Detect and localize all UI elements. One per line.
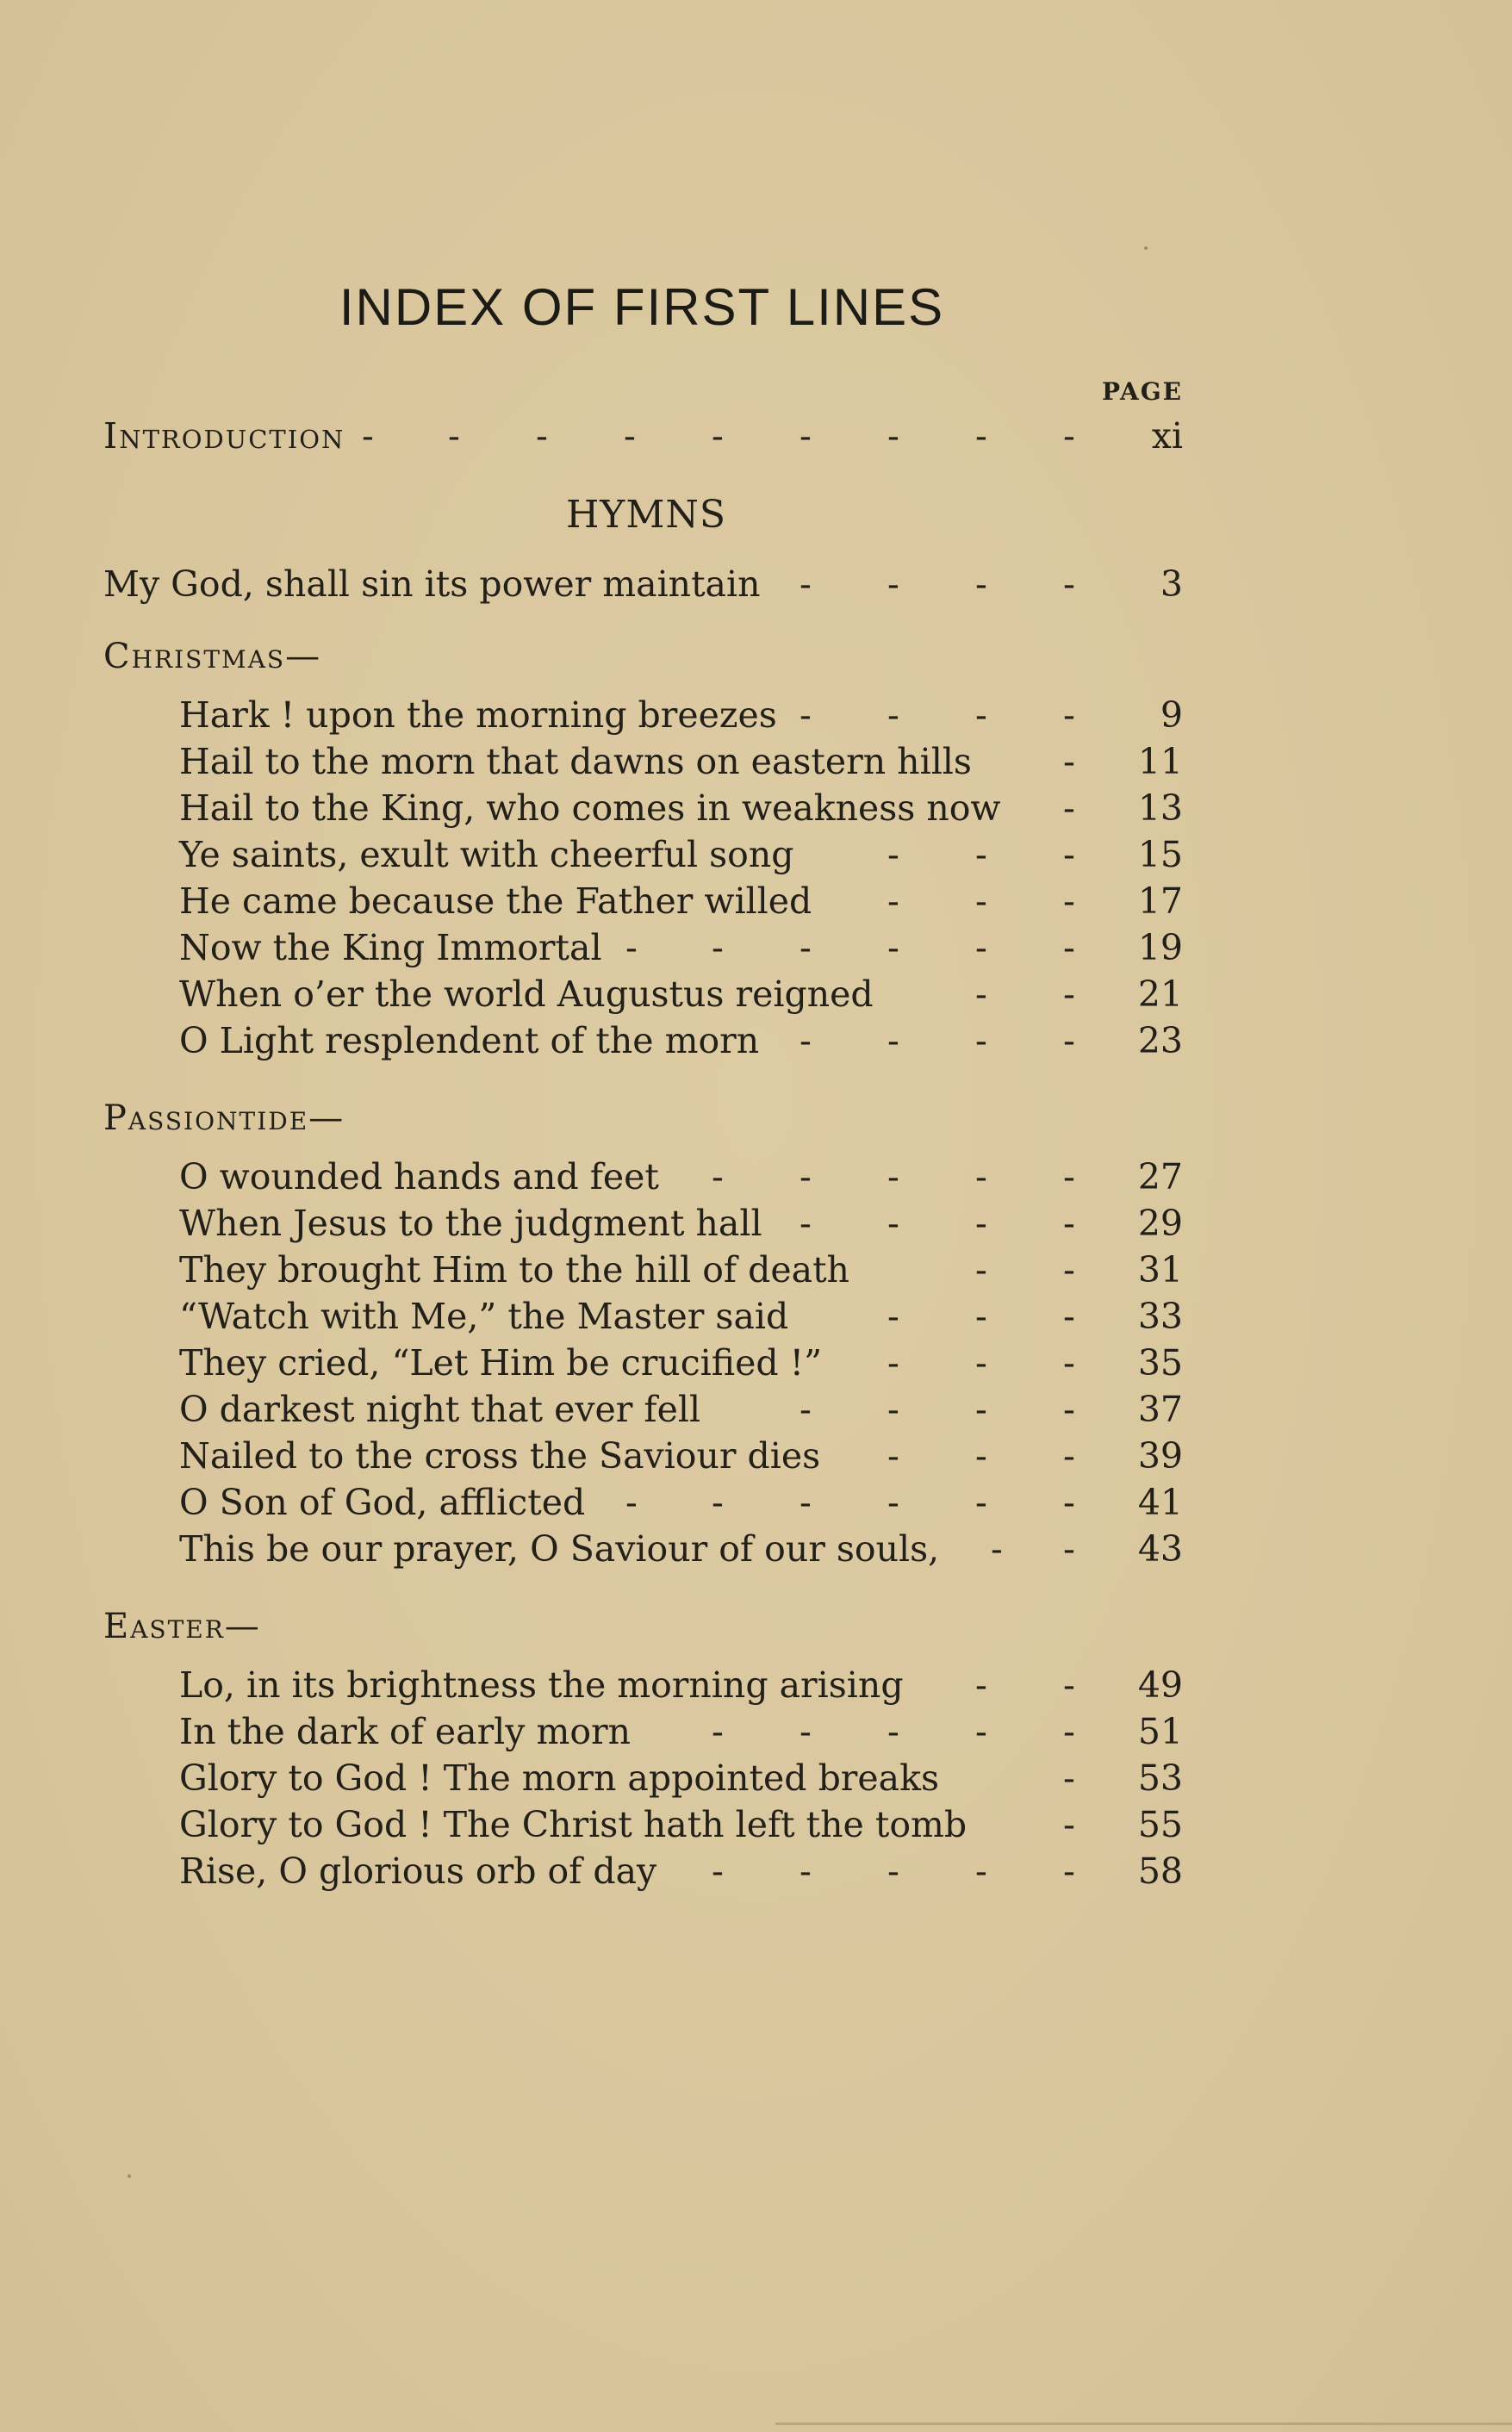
- leader-dash: -: [800, 1711, 812, 1752]
- leader-dash: -: [975, 1435, 987, 1477]
- leader-dash: -: [887, 1296, 899, 1337]
- leader-dash: -: [1063, 1296, 1075, 1337]
- leader-dash: -: [800, 1203, 812, 1244]
- leader-dash: -: [1063, 741, 1075, 782]
- leader-dash: -: [975, 415, 987, 457]
- first-line-text: When o’er the world Augustus reigned: [179, 973, 874, 1015]
- leader-dash: -: [536, 415, 548, 457]
- first-line-text: O wounded hands and feet: [179, 1156, 659, 1197]
- first-line-text: O darkest night that ever fell: [179, 1389, 701, 1430]
- leader-dash: -: [887, 1850, 899, 1892]
- page-number: 19: [1137, 927, 1183, 968]
- index-entry: [103, 1709, 1183, 1754]
- index-entry: [103, 832, 1183, 877]
- leader-dashes: [103, 562, 1183, 606]
- leader-dash: -: [887, 694, 899, 736]
- leader-dash: -: [975, 1249, 987, 1291]
- page-number: 11: [1137, 741, 1183, 782]
- leader-dash: -: [887, 1389, 899, 1430]
- hymns-heading: HYMNS: [565, 493, 727, 537]
- first-line-text: “Watch with Me,” the Master said: [179, 1296, 789, 1337]
- leader-dash: -: [1063, 1528, 1075, 1570]
- leader-dash: -: [800, 1156, 812, 1197]
- index-entry: [103, 1663, 1183, 1707]
- leader-dash: -: [975, 834, 987, 875]
- first-line-text: Hail to the morn that dawns on eastern hills: [179, 741, 972, 782]
- leader-dash: -: [712, 927, 724, 968]
- leader-dashes: [103, 1247, 1183, 1292]
- paper-speck: [128, 2174, 131, 2178]
- leader-dash: -: [712, 1156, 724, 1197]
- leader-dash: -: [1063, 694, 1075, 736]
- leader-dash: -: [1063, 1020, 1075, 1061]
- index-entry: [103, 786, 1183, 830]
- first-line-text: Glory to God ! The Christ hath left the tomb: [179, 1804, 968, 1845]
- index-entry: [103, 972, 1183, 1017]
- leader-dashes: [103, 693, 1183, 737]
- leader-dash: -: [712, 415, 724, 457]
- leader-dash: -: [975, 973, 987, 1015]
- page-number: 55: [1137, 1804, 1183, 1845]
- leader-dash: -: [362, 415, 374, 457]
- index-entry: [103, 1802, 1183, 1847]
- leader-dash: -: [1063, 973, 1075, 1015]
- leader-dash: -: [887, 927, 899, 968]
- section-heading-christmas: Christmas—: [103, 637, 322, 676]
- leader-dash: -: [991, 1528, 1003, 1570]
- leader-dashes: [103, 1434, 1183, 1478]
- leader-dash: -: [887, 1342, 899, 1384]
- leader-dash: -: [800, 1389, 812, 1430]
- leader-dash: -: [1063, 563, 1075, 605]
- leader-dash: -: [1063, 1664, 1075, 1706]
- leader-dash: -: [712, 1482, 724, 1523]
- leader-dashes: [103, 1849, 1183, 1894]
- leader-dash: -: [1063, 1203, 1075, 1244]
- page-title: INDEX OF FIRST LINES: [339, 278, 945, 336]
- leader-dash: -: [800, 563, 812, 605]
- leader-dash: -: [1063, 834, 1075, 875]
- page-number: 29: [1137, 1203, 1183, 1244]
- leader-dash: -: [1063, 1249, 1075, 1291]
- first-line-text: When Jesus to the judgment hall: [179, 1203, 762, 1244]
- leader-dash: -: [1063, 1804, 1075, 1845]
- leader-dash: -: [887, 1711, 899, 1752]
- leader-dash: -: [800, 694, 812, 736]
- index-entry: [103, 1849, 1183, 1894]
- page-number: 15: [1137, 834, 1183, 875]
- leader-dash: -: [975, 1850, 987, 1892]
- first-line-text: Lo, in its brightness the morning arising: [179, 1664, 904, 1706]
- first-line-text: Ye saints, exult with cheerful song: [179, 834, 794, 875]
- index-entry: [103, 1201, 1183, 1246]
- leader-dashes: [103, 1709, 1183, 1754]
- first-hymn-row: [103, 562, 1183, 606]
- first-line-text: Rise, O glorious orb of day: [179, 1850, 657, 1892]
- leader-dashes: [103, 786, 1183, 830]
- page-number: 39: [1137, 1435, 1183, 1477]
- leader-dashes: [103, 879, 1183, 924]
- page-number: 51: [1137, 1711, 1183, 1752]
- leader-dash: -: [1063, 1711, 1075, 1752]
- leader-dashes: [103, 972, 1183, 1017]
- leader-dash: -: [800, 1020, 812, 1061]
- leader-dash: -: [1063, 1850, 1075, 1892]
- first-line-text: Hail to the King, who comes in weakness now: [179, 787, 1001, 829]
- leader-dash: -: [975, 1711, 987, 1752]
- page-number: 13: [1137, 787, 1183, 829]
- first-line-text: Glory to God ! The morn appointed breaks: [179, 1757, 940, 1799]
- leader-dashes: [103, 925, 1183, 970]
- index-entry: [103, 1247, 1183, 1292]
- leader-dash: -: [975, 563, 987, 605]
- leader-dash: -: [1063, 880, 1075, 922]
- leader-dash: -: [975, 1482, 987, 1523]
- leader-dash: -: [712, 1711, 724, 1752]
- index-entry: [103, 879, 1183, 924]
- leader-dashes: [103, 1154, 1183, 1199]
- page-number: 3: [1160, 563, 1183, 605]
- page-number: 49: [1137, 1664, 1183, 1706]
- section-heading-passiontide: Passiontide—: [103, 1098, 345, 1138]
- leader-dash: -: [1063, 1482, 1075, 1523]
- leader-dash: -: [800, 927, 812, 968]
- index-entry: [103, 1480, 1183, 1525]
- leader-dash: -: [975, 1342, 987, 1384]
- page-number: 41: [1137, 1482, 1183, 1523]
- leader-dashes: [103, 1802, 1183, 1847]
- first-line-text: In the dark of early morn: [179, 1711, 632, 1752]
- leader-dash: -: [887, 1482, 899, 1523]
- first-line-text: They cried, “Let Him be crucified !”: [179, 1342, 823, 1384]
- leader-dashes: [103, 739, 1183, 784]
- index-entry: [103, 1756, 1183, 1801]
- index-entry: [103, 693, 1183, 737]
- leader-dash: -: [975, 694, 987, 736]
- page-number: 23: [1137, 1020, 1183, 1061]
- leader-dashes: [103, 1387, 1183, 1432]
- leader-dash: -: [887, 1203, 899, 1244]
- leader-dash: -: [975, 1389, 987, 1430]
- index-entry: [103, 1340, 1183, 1385]
- leader-dash: -: [625, 1482, 638, 1523]
- leader-dash: -: [975, 1156, 987, 1197]
- first-line-text: This be our prayer, O Saviour of our souls,: [179, 1528, 940, 1570]
- leader-dash: -: [975, 880, 987, 922]
- first-line-text: He came because the Father willed: [179, 880, 812, 922]
- page-number: 43: [1137, 1528, 1183, 1570]
- leader-dash: -: [975, 927, 987, 968]
- leader-dash: -: [887, 563, 899, 605]
- leader-dash: -: [975, 1664, 987, 1706]
- leader-dashes: [103, 1294, 1183, 1339]
- first-line-text: Nailed to the cross the Saviour dies: [179, 1435, 821, 1477]
- leader-dashes: [103, 414, 1183, 458]
- leader-dash: -: [1063, 787, 1075, 829]
- leader-dash: -: [800, 1850, 812, 1892]
- page-number: 9: [1160, 694, 1183, 736]
- index-entry: [103, 1387, 1183, 1432]
- page-number: 27: [1137, 1156, 1183, 1197]
- page-number: 33: [1137, 1296, 1183, 1337]
- leader-dash: -: [975, 1203, 987, 1244]
- page-edge-line: [775, 2423, 1512, 2425]
- leader-dash: -: [975, 1020, 987, 1061]
- first-line-text: Hark ! upon the morning breezes: [179, 694, 777, 736]
- leader-dash: -: [800, 415, 812, 457]
- leader-dash: -: [800, 1482, 812, 1523]
- leader-dash: -: [887, 1156, 899, 1197]
- page-number: 31: [1137, 1249, 1183, 1291]
- first-line-text: My God, shall sin its power maintain: [103, 563, 761, 605]
- index-entry: [103, 1434, 1183, 1478]
- leader-dash: -: [1063, 415, 1075, 457]
- leader-dash: -: [1063, 1342, 1075, 1384]
- leader-dashes: [103, 1527, 1183, 1571]
- page-column-header: PAGE: [1102, 377, 1183, 406]
- introduction-label: Introduction: [103, 415, 345, 457]
- leader-dashes: [103, 1018, 1183, 1063]
- leader-dash: -: [887, 1020, 899, 1061]
- page-number: 21: [1137, 973, 1183, 1015]
- paper-speck: [1144, 246, 1148, 250]
- first-line-text: O Son of God, afflicted: [179, 1482, 586, 1523]
- page-number: xi: [1151, 415, 1183, 457]
- page-number: 53: [1137, 1757, 1183, 1799]
- leader-dashes: [103, 1201, 1183, 1246]
- leader-dash: -: [887, 834, 899, 875]
- index-entry: [103, 1527, 1183, 1571]
- leader-dashes: [103, 832, 1183, 877]
- page-number: 35: [1137, 1342, 1183, 1384]
- leader-dash: -: [1063, 1389, 1075, 1430]
- leader-dash: -: [1063, 1757, 1075, 1799]
- index-entry: [103, 1018, 1183, 1063]
- page-number: 37: [1137, 1389, 1183, 1430]
- index-entry: [103, 739, 1183, 784]
- first-line-text: They brought Him to the hill of death: [179, 1249, 849, 1291]
- index-entry: [103, 1154, 1183, 1199]
- leader-dashes: [103, 1340, 1183, 1385]
- leader-dash: -: [624, 415, 636, 457]
- leader-dash: -: [1063, 1435, 1075, 1477]
- leader-dash: -: [975, 1296, 987, 1337]
- leader-dash: -: [1063, 1156, 1075, 1197]
- leader-dashes: [103, 1663, 1183, 1707]
- leader-dash: -: [887, 415, 899, 457]
- first-line-text: Now the King Immortal: [179, 927, 602, 968]
- first-line-text: O Light resplendent of the morn: [179, 1020, 760, 1061]
- introduction-row: [103, 414, 1183, 458]
- leader-dash: -: [887, 1435, 899, 1477]
- leader-dash: -: [712, 1850, 724, 1892]
- page-number: 17: [1137, 880, 1183, 922]
- leader-dash: -: [887, 880, 899, 922]
- index-entry: [103, 1294, 1183, 1339]
- leader-dashes: [103, 1756, 1183, 1801]
- section-heading-easter: Easter—: [103, 1607, 261, 1646]
- index-entry: [103, 925, 1183, 970]
- page-number: 58: [1137, 1850, 1183, 1892]
- leader-dashes: [103, 1480, 1183, 1525]
- leader-dash: -: [625, 927, 638, 968]
- leader-dash: -: [1063, 927, 1075, 968]
- leader-dash: -: [448, 415, 460, 457]
